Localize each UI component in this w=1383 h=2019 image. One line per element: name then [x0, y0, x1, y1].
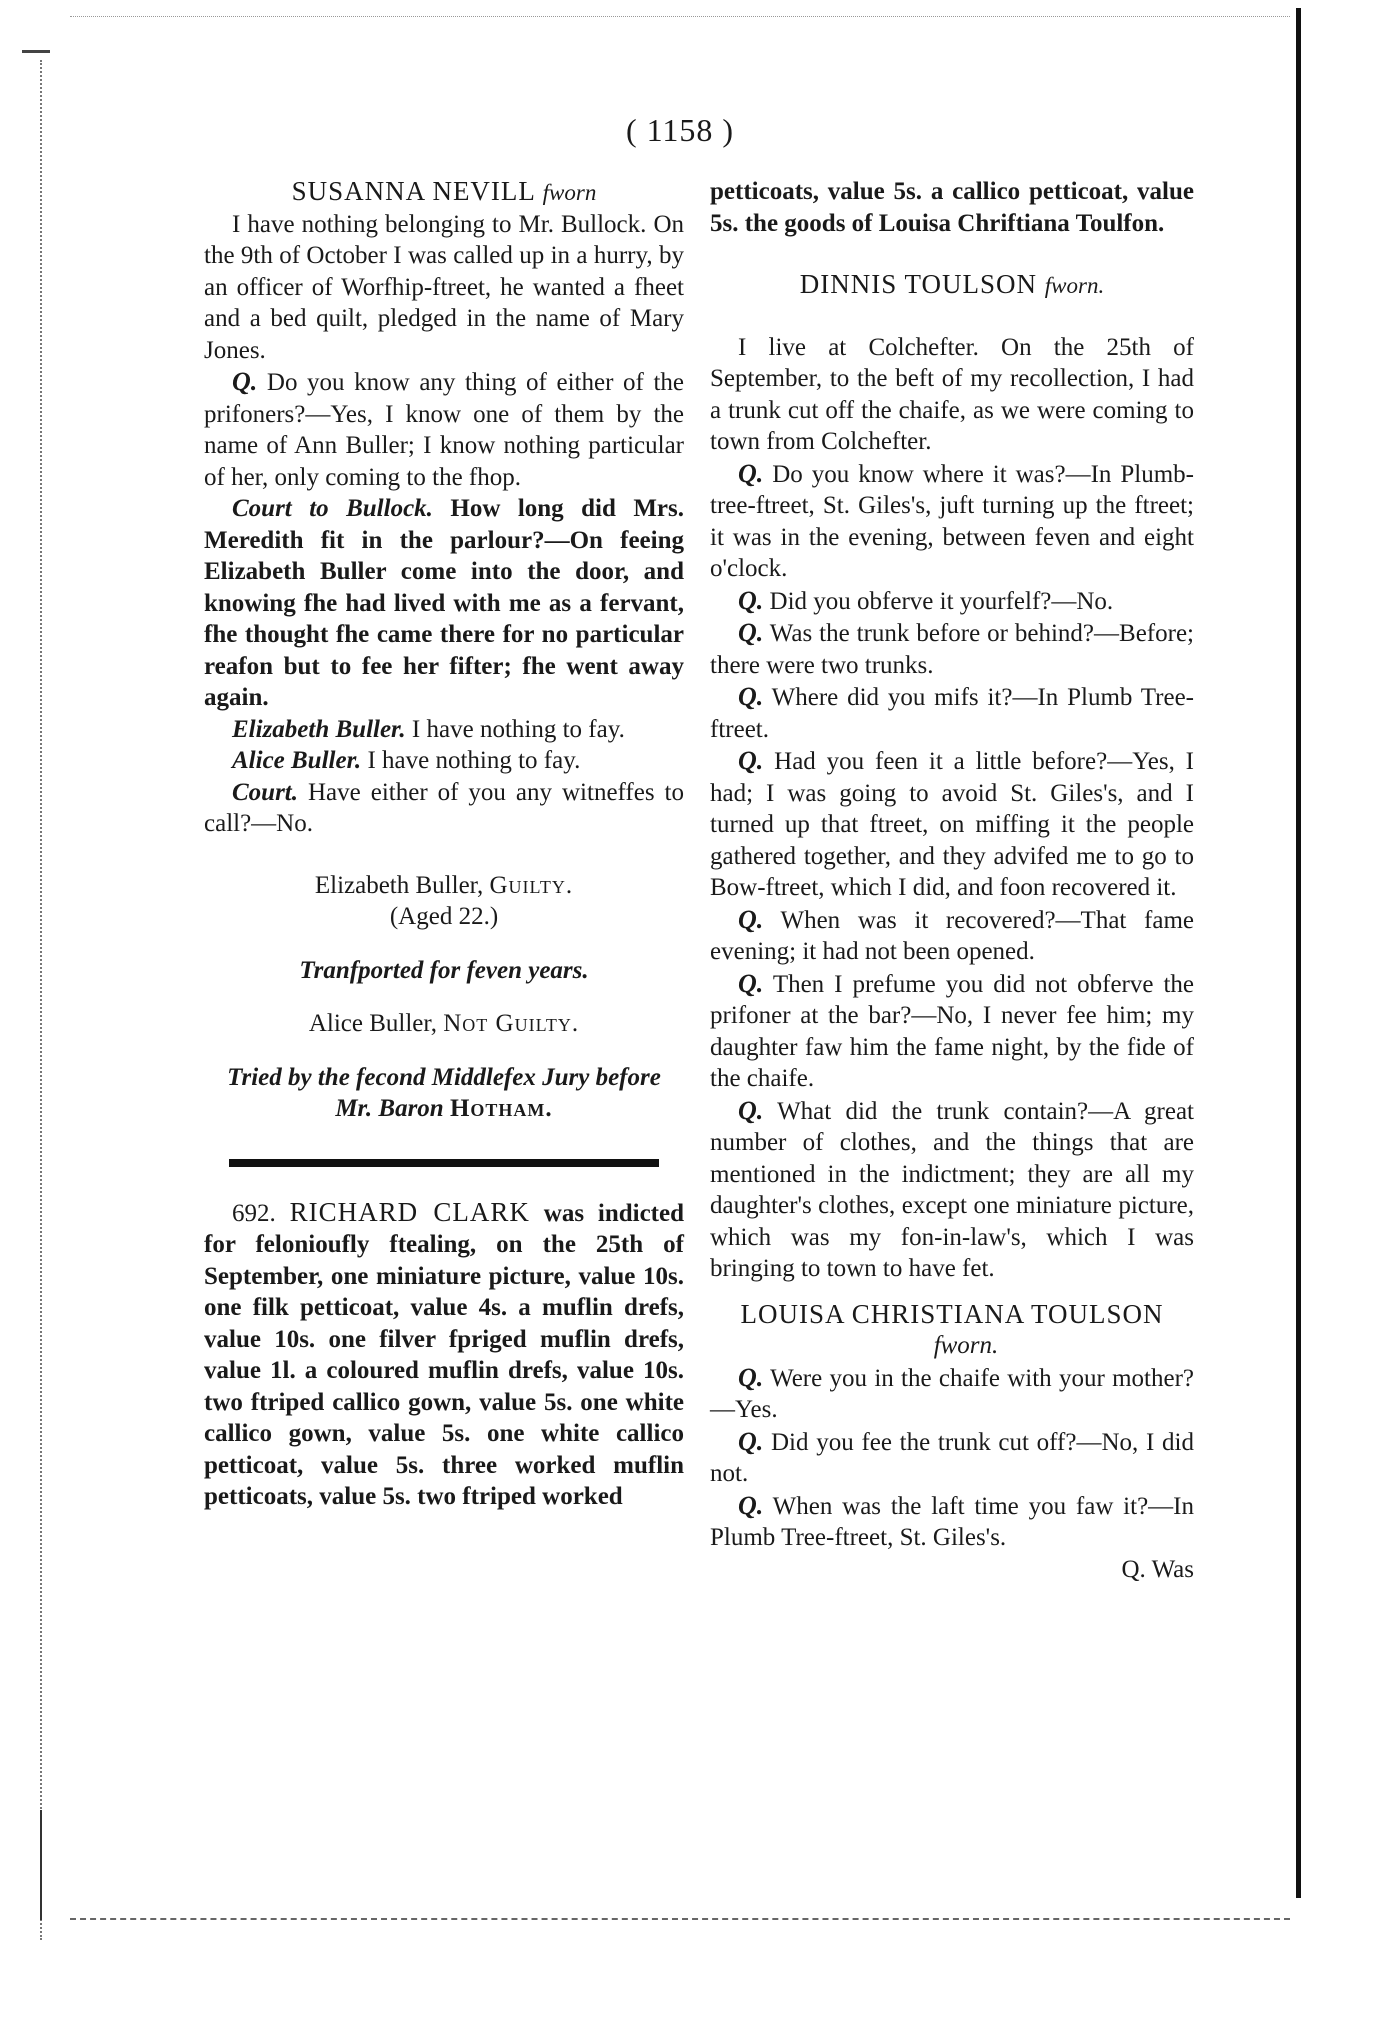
- testimony-paragraph: [204, 714, 684, 746]
- witness-heading: [710, 269, 1194, 302]
- scan-edge-top: [70, 16, 1290, 17]
- scan-edge-left: [40, 60, 44, 1940]
- testimony-text: Do you know any thing of either of the prifoners?—Yes, I know one of them by the name of Ann Buller; I know nothing particular of her, only coming to the fhop.: [204, 369, 684, 491]
- scan-edge-left-lower: [40, 1810, 42, 1920]
- testimony-paragraph: [204, 745, 684, 777]
- question-mark: Q.: [738, 1426, 764, 1456]
- section-divider: [229, 1159, 659, 1167]
- testimony-text: Was the trunk before or behind?—Before; there were two trunks.: [710, 620, 1194, 679]
- testimony-text: Have either of you any witneffes to call?—No.: [204, 778, 684, 837]
- testimony-text: How long did Mrs. Meredith fit in the parlour?—On feeing Elizabeth Buller come into the door, and knowing fhe had lived with me as a fervant, fhe thought fhe came there for no particular reafon but to fee her fifter; fhe went away again.: [204, 495, 684, 711]
- testimony-paragraph: I have nothing belonging to Mr. Bullock. On the 9th of October I was called up in a hurry, by an officer of Worfhip-ftreet, he wanted a fheet and a bed quilt, pledged in the name of Mary Jones.: [204, 210, 684, 364]
- verdict: Guilty.: [489, 871, 574, 899]
- testimony-paragraph: [710, 585, 1194, 618]
- question-mark: Q.: [232, 367, 258, 396]
- scan-edge-bottom: [70, 1918, 1290, 1920]
- speaker-label: Alice Buller.: [232, 747, 362, 774]
- scan-mark-left: [22, 50, 50, 59]
- testimony-paragraph: [710, 681, 1194, 745]
- judge-line: [204, 1093, 684, 1125]
- testimony-paragraph: [710, 1095, 1194, 1285]
- testimony-paragraph: [204, 777, 684, 840]
- testimony-text: When was the laft time you faw it?—In Plumb Tree-ftreet, St. Giles's.: [710, 1492, 1194, 1551]
- testimony-text: I have nothing to fay.: [361, 747, 581, 774]
- testimony-text: Had you feen it a little before?—Yes, I had; I was going to avoid St. Giles's, and I turned up that ftreet, on miffing it the people gathered together, and they advifed me to go to Bow-ftreet, which I did, and foon recovered it.: [710, 748, 1194, 901]
- speaker-label: Elizabeth Buller.: [232, 715, 406, 743]
- prisoner-name: RICHARD CLARK: [289, 1196, 530, 1227]
- question-mark: Q.: [738, 746, 764, 775]
- jury-note: Tried by the fecond Middlefex Jury before: [227, 1063, 661, 1091]
- testimony-paragraph: [204, 366, 684, 493]
- testimony-text: Were you in the chaife with your mother?—Yes.: [710, 1364, 1194, 1423]
- judge-name: Hotham.: [449, 1095, 553, 1122]
- testimony-paragraph: [710, 968, 1194, 1095]
- question-mark: Q.: [738, 1095, 764, 1125]
- judge-title: Mr. Baron: [335, 1095, 444, 1122]
- testimony-paragraph: [710, 1426, 1194, 1490]
- testimony-text: When was it recovered?—That fame evening; it had not been opened.: [710, 906, 1194, 965]
- indictment-paragraph: [204, 1197, 684, 1513]
- witness-heading: [204, 176, 684, 209]
- question-mark: Q.: [738, 585, 764, 615]
- defendant-name: Elizabeth Buller,: [314, 871, 484, 899]
- page-number: ( 1158 ): [625, 112, 735, 148]
- right-column: [710, 176, 1194, 1585]
- case-number: 692.: [232, 1199, 276, 1227]
- question-mark: Q.: [738, 458, 764, 488]
- question-mark: Q.: [738, 1490, 764, 1520]
- testimony-text: What did the trunk contain?—A great number of clothes, and the things that are mentioned in the indictment; they are all my daughter's clothes, except one miniature picture, which was my fon-in-law's, which I was bringing to town to have fet.: [710, 1097, 1194, 1282]
- question-mark: Q.: [738, 904, 764, 934]
- left-column: [204, 176, 684, 1513]
- sworn-label: fworn.: [933, 1332, 999, 1359]
- witness-name: SUSANNA NEVILL: [291, 176, 535, 206]
- sworn-label: fworn.: [1044, 273, 1105, 298]
- question-mark: Q.: [738, 618, 764, 647]
- speaker-label: Court.: [232, 778, 299, 806]
- testimony-text: Then I prefume you did not obferve the prifoner at the bar?—No, I never fee him; my daughter faw him the fame night, by the fide of the chaife.: [710, 970, 1194, 1092]
- question-mark: Q.: [738, 1362, 764, 1392]
- verdict-line: [204, 870, 684, 902]
- speaker-label: Court to Bullock.: [232, 495, 433, 522]
- sentence: Tranfported for feven years.: [299, 956, 589, 984]
- verdict: Not Guilty.: [443, 1010, 580, 1037]
- witness-name: DINNIS TOULSON: [799, 269, 1038, 299]
- testimony-paragraph: [710, 904, 1194, 968]
- defendant-age: (Aged 22.): [389, 903, 499, 930]
- scan-edge-right: [1296, 8, 1301, 1898]
- testimony-paragraph: [710, 617, 1194, 681]
- testimony-paragraph: [710, 1490, 1194, 1554]
- testimony-paragraph: [710, 458, 1194, 585]
- testimony-paragraph: [710, 1362, 1194, 1426]
- testimony-text: Where did you mifs it?—In Plumb Tree-ftreet.: [710, 684, 1194, 743]
- verdict-line: [204, 1008, 684, 1040]
- witness-heading: [710, 1299, 1194, 1331]
- witness-name: LOUISA CHRISTIANA TOULSON: [740, 1298, 1164, 1329]
- testimony-text: Did you fee the trunk cut off?—No, I did not.: [710, 1428, 1194, 1487]
- indictment-text: was indicted for felonioufly ftealing, on the 25th of September, one miniature picture, value 10s. one filk petticoat, value 4s. a muflin drefs, value 10s. one filver fpriged muflin drefs, value 1l. a coloured muflin drefs, value 10s. two ftriped callico gown, value 5s. one white callico gown, value 5s. one white callico petticoat, value 5s. three worked muflin petticoats, value 5s. two ftriped worked: [204, 1199, 684, 1510]
- question-mark: Q.: [738, 682, 764, 711]
- testimony-text: Did you obferve it yourfelf?—No.: [763, 587, 1114, 615]
- defendant-name: Alice Buller,: [308, 1010, 437, 1037]
- testimony-text: I have nothing to fay.: [405, 715, 625, 743]
- sworn-label: fworn: [542, 180, 597, 205]
- catchword: Q. Was: [1121, 1555, 1194, 1583]
- testimony-paragraph: [204, 493, 684, 714]
- question-mark: Q.: [738, 968, 764, 998]
- testimony-paragraph: [710, 745, 1194, 904]
- testimony-text: Do you know where it was?—In Plumb-tree-ftreet, St. Giles's, juft turning up the ftreet; it was in the evening, between feven and eight o'clock.: [710, 460, 1194, 582]
- testimony-paragraph: I live at Colchefter. On the 25th of September, to the beft of my recollection, I had a trunk cut off the chaife, as we were coming to town from Colchefter.: [710, 333, 1194, 455]
- indictment-continuation: petticoats, value 5s. a callico petticoat, value 5s. the goods of Louisa Chriftiana Toulfon.: [710, 178, 1194, 237]
